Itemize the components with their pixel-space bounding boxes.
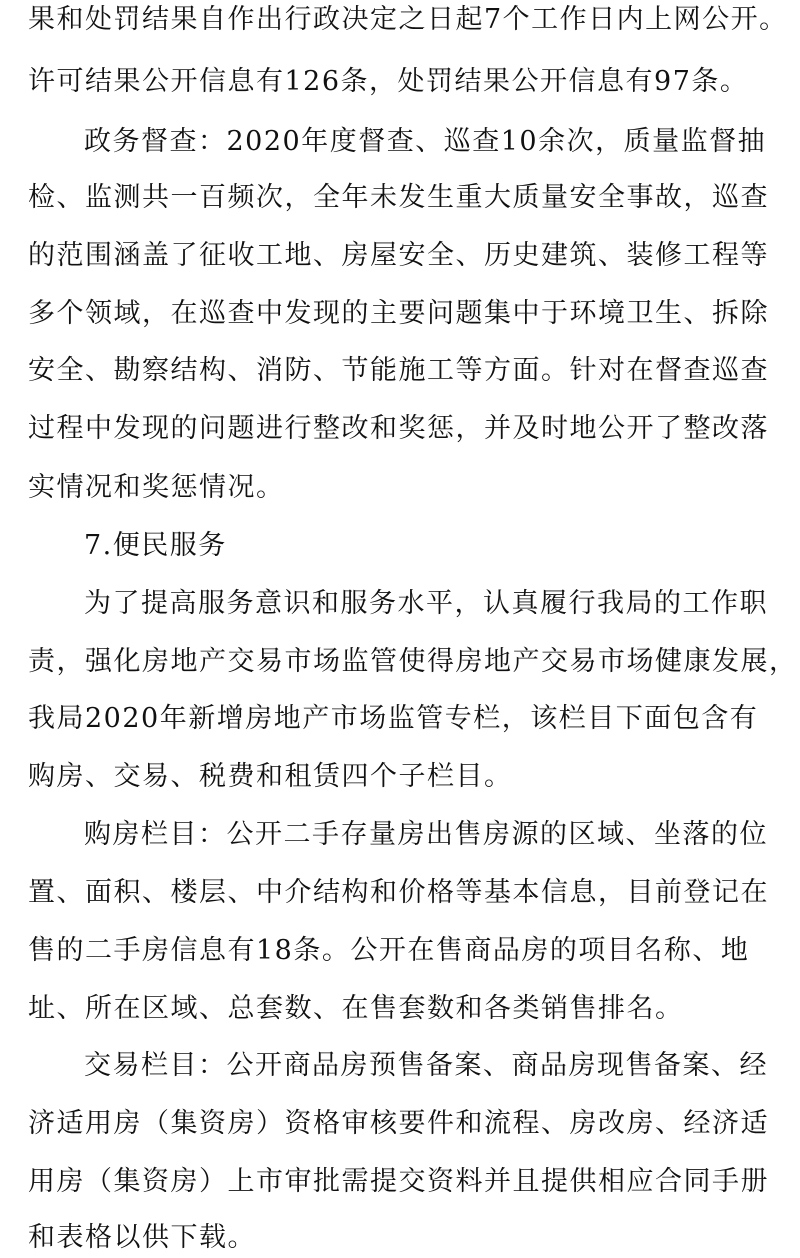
text-line: 多个领域，在巡查中发现的主要问题集中于环境卫生、拆除 xyxy=(28,298,769,329)
text-line: 果和处罚结果自作出行政决定之日起7个工作日内上网公开。 xyxy=(28,4,788,35)
text-line: 安全、勘察结构、消防、节能施工等方面。针对在督查巡查 xyxy=(28,355,769,386)
text-line: 用房（集资房）上市审批需提交资料并且提供相应合同手册 xyxy=(28,1166,769,1197)
paragraph-start-line: 交易栏目：公开商品房预售备案、商品房现售备案、经 xyxy=(84,1050,768,1081)
text-line: 址、所在区域、总套数、在售套数和各类销售排名。 xyxy=(28,993,684,1024)
text-line: 售的二手房信息有18条。公开在售商品房的项目名称、地 xyxy=(28,935,750,966)
text-line: 我局2020年新增房地产市场监管专栏，该栏目下面包含有 xyxy=(28,703,759,734)
text-line: 责，强化房地产交易市场监管使得房地产交易市场健康发展， xyxy=(28,646,798,677)
paragraph-start-line: 政务督查：2020年度督查、巡查10余次，质量监督抽 xyxy=(84,126,767,157)
text-line: 检、监测共一百频次，全年未发生重大质量安全事故，巡查 xyxy=(28,182,769,213)
text-line: 许可结果公开信息有126条，处罚结果公开信息有97条。 xyxy=(28,66,749,97)
text-line: 实情况和奖惩情况。 xyxy=(28,472,285,503)
text-line: 置、面积、楼层、中介结构和价格等基本信息，目前登记在 xyxy=(28,877,769,908)
text-line: 济适用房（集资房）资格审核要件和流程、房改房、经济适 xyxy=(28,1108,769,1139)
section-heading: 7.便民服务 xyxy=(84,530,227,561)
text-line: 购房、交易、税费和租赁四个子栏目。 xyxy=(28,761,513,792)
paragraph-start-line: 购房栏目：公开二手存量房出售房源的区域、坐落的位 xyxy=(84,819,768,850)
text-line: 的范围涵盖了征收工地、房屋安全、历史建筑、装修工程等 xyxy=(28,240,769,271)
text-line: 和表格以供下载。 xyxy=(28,1222,256,1253)
paragraph-start-line: 为了提高服务意识和服务水平，认真履行我局的工作职 xyxy=(84,588,768,619)
text-line: 过程中发现的问题进行整改和奖惩，并及时地公开了整改落 xyxy=(28,413,769,444)
